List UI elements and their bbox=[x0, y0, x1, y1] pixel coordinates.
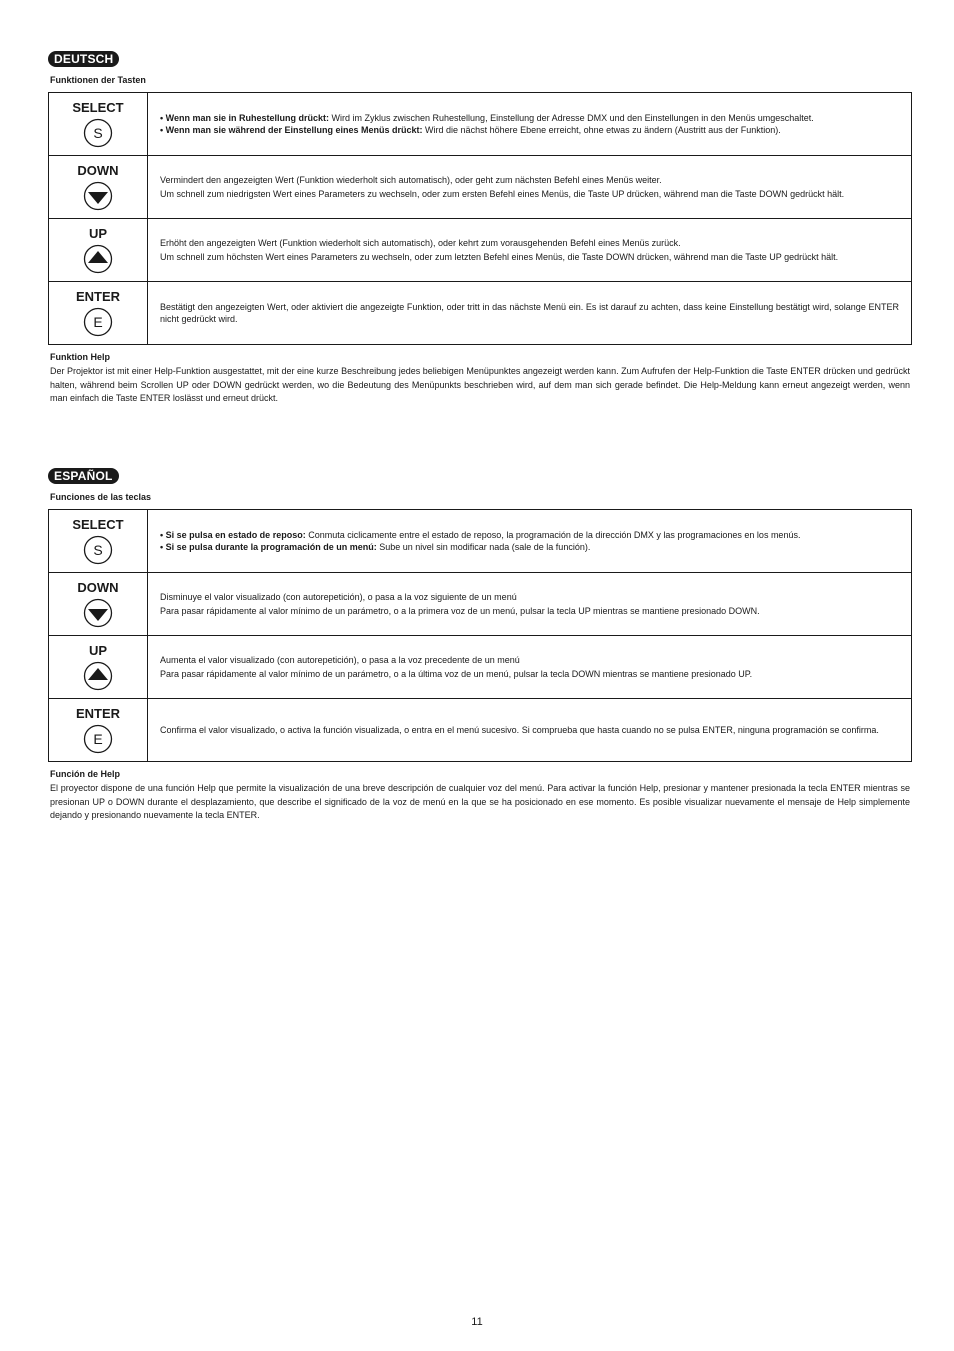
up-arrow-key-icon bbox=[83, 661, 113, 691]
keys-table bbox=[48, 509, 912, 762]
key-cell-down bbox=[49, 156, 148, 219]
description-line: Aumenta el valor visualizado (con autorepetición), o pasa a la voz precedente de un menú bbox=[160, 654, 520, 665]
key-name: ENTER bbox=[75, 289, 121, 304]
description-line: Um schnell zum höchsten Wert eines Parameters zu wechseln, oder zum letzten Befehl eines Menüs, die Taste DOWN drücken, während man die Taste UP gedrückt hält. bbox=[160, 252, 839, 262]
enter-key-icon bbox=[83, 307, 113, 337]
key-description bbox=[148, 93, 912, 156]
description-line: Erhöht den angezeigten Wert (Funktion wiederholt sich automatisch), oder kehrt zum vorausgehenden Befehl eines Menüs zurück. bbox=[160, 237, 681, 248]
help-text: El proyector dispone de una función Help que permite la visualización de una breve descripción de cualquier voz del menú. Para activar la función Help, presionar y mantener presionada la tecla ENTER mientras se presionan UP o DOWN durante el desplazamiento, que describe el significado de la voz de menú en la que se ha posicionado en ese momento. Es posible visualizar nuevamente el mensaje de Help simplemente dejando y presionando nuevamente la tecla ENTER. bbox=[50, 783, 910, 820]
key-description bbox=[148, 636, 912, 699]
section-espanol bbox=[48, 467, 912, 823]
keys-table bbox=[48, 92, 912, 345]
key-cell-up bbox=[49, 636, 148, 699]
select-key-icon bbox=[83, 118, 113, 148]
key-name: SELECT bbox=[72, 100, 124, 115]
key-name: UP bbox=[88, 643, 108, 658]
key-description bbox=[148, 219, 912, 282]
description-line: • Si se pulsa durante la programación de un menú: Sube un nivel sin modificar nada (sale de la función). bbox=[160, 542, 591, 552]
key-icon-letter: E bbox=[93, 731, 103, 747]
key-description bbox=[148, 699, 912, 762]
table-row bbox=[49, 636, 912, 699]
key-description bbox=[148, 573, 912, 636]
table-row bbox=[49, 156, 912, 219]
page-number: 11 bbox=[471, 1316, 483, 1328]
language-badge: DEUTSCH bbox=[48, 51, 119, 67]
table-row bbox=[49, 219, 912, 282]
description-line: • Si se pulsa en estado de reposo: Conmuta ciclicamente entre el estado de reposo, la programación de la dirección DMX y las programaciones en los menús. bbox=[160, 529, 801, 540]
select-key-icon bbox=[83, 535, 113, 565]
description-line: Confirma el valor visualizado, o activa la función visualizada, o entra en el menú sucesivo. Si comprueba que hasta cuando no se pulsa ENTER, ninguna programación se confirma. bbox=[160, 724, 879, 735]
key-cell-select bbox=[49, 93, 148, 156]
key-icon-letter: S bbox=[93, 125, 103, 141]
key-description bbox=[148, 282, 912, 345]
section-subtitle: Funciones de las teclas bbox=[50, 492, 152, 502]
key-name: UP bbox=[88, 226, 108, 241]
description-line: Para pasar rápidamente al valor mínimo de un parámetro, o a la primera voz de un menú, pulsar la tecla UP mientras se mantiene presionado DOWN. bbox=[160, 606, 760, 616]
description-line: • Wenn man sie in Ruhestellung drückt: Wird im Zyklus zwischen Ruhestellung, Einstellung der Adresse DMX und den Einstellungen in den Menüs umgeschaltet. bbox=[160, 112, 814, 123]
key-description bbox=[148, 156, 912, 219]
section-subtitle: Funktionen der Tasten bbox=[50, 75, 146, 85]
key-icon-letter: S bbox=[93, 542, 103, 558]
key-description bbox=[148, 510, 912, 573]
key-name: ENTER bbox=[75, 706, 121, 721]
key-icon-letter: E bbox=[93, 314, 103, 330]
language-badge: ESPAÑOL bbox=[48, 468, 119, 484]
description-line: Um schnell zum niedrigsten Wert eines Parameters zu wechseln, oder zum ersten Befehl eines Menüs, die Taste UP drücken, während man die Taste DOWN gedrückt hält. bbox=[160, 189, 845, 199]
description-line: Vermindert den angezeigten Wert (Funktion wiederholt sich automatisch), oder geht zum nächsten Befehl eines Menüs weiter. bbox=[160, 174, 662, 185]
key-cell-down bbox=[49, 573, 148, 636]
description-line: Disminuye el valor visualizado (con autorepetición), o pasa a la voz siguiente de un menú bbox=[160, 591, 517, 602]
description-line: • Wenn man sie während der Einstellung eines Menüs drückt: Wird die nächst höhere Ebene erreicht, ohne etwas zu ändern (Austritt aus der Funktion). bbox=[160, 125, 781, 135]
table-row bbox=[49, 282, 912, 345]
table-row bbox=[49, 510, 912, 573]
down-arrow-key-icon bbox=[83, 181, 113, 211]
down-arrow-key-icon bbox=[83, 598, 113, 628]
key-name: DOWN bbox=[77, 580, 119, 595]
key-name: DOWN bbox=[77, 163, 119, 178]
description-line: Bestätigt den angezeigten Wert, oder aktiviert die angezeigte Funktion, oder tritt in das nächste Menü ein. Es ist darauf zu achten, dass keine Einstellung bestätigt wird, solange ENTER nicht gedrückt wird. bbox=[160, 301, 899, 324]
key-name: SELECT bbox=[72, 517, 124, 532]
key-cell-enter bbox=[49, 699, 148, 762]
key-cell-up bbox=[49, 219, 148, 282]
table-row bbox=[49, 93, 912, 156]
help-title: Funktion Help bbox=[50, 352, 110, 362]
description-line: Para pasar rápidamente al valor mínimo de un parámetro, o a la última voz de un menú, pulsar la tecla DOWN mientras se mantiene presionado UP. bbox=[160, 669, 753, 679]
enter-key-icon bbox=[83, 724, 113, 754]
key-cell-enter bbox=[49, 282, 148, 345]
help-title: Función de Help bbox=[50, 769, 121, 779]
section-deutsch bbox=[48, 50, 912, 406]
key-cell-select bbox=[49, 510, 148, 573]
table-row bbox=[49, 573, 912, 636]
table-row bbox=[49, 699, 912, 762]
up-arrow-key-icon bbox=[83, 244, 113, 274]
help-text: Der Projektor ist mit einer Help-Funktion ausgestattet, mit der eine kurze Beschreibung jedes beliebigen Menüpunktes angezeigt werden kann. Zum Aufrufen der Help-Funktion die Taste ENTER drücken und gedrückt halten, während beim Scrollen UP oder DOWN gedrückt werden, wo die Bedeutung des Menüpunkts beschrieben wird, auf dem man sich gerade befindet. Die Help-Meldung kann erneut angezeigt werden, wenn man einfach die Taste ENTER loslässt und erneut drückt. bbox=[50, 366, 910, 403]
